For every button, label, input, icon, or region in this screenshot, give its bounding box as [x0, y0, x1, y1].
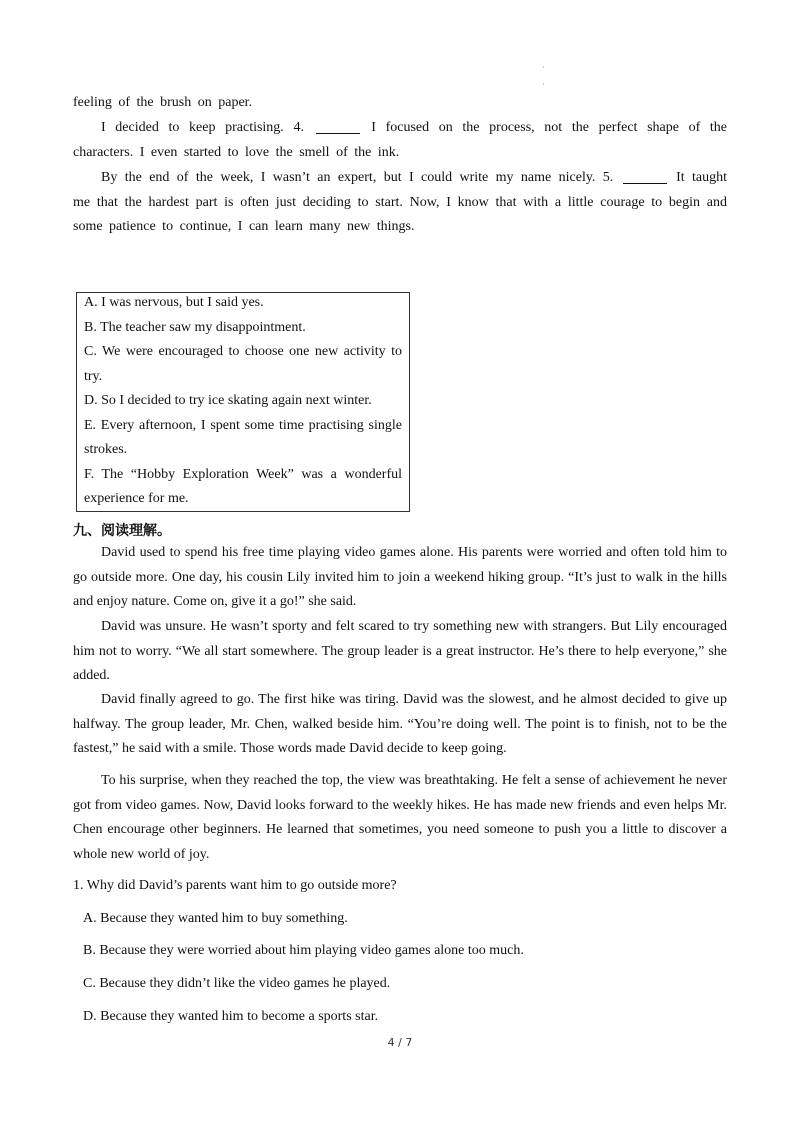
question-1-option-c[interactable]: C. Because they didn’t like the video games he played. — [83, 976, 391, 991]
passage1-p1-before-blank: I decided to keep practising. 4. — [101, 120, 304, 135]
option-c: C. We were encouraged to choose one new activity to try. — [84, 344, 402, 384]
answer-blank-5[interactable] — [623, 169, 667, 184]
page-number: 4 / 7 — [387, 1036, 413, 1049]
passage2-paragraph-2: David was unsure. He wasn’t sporty and felt scared to try something new with strangers. But Lily encouraged him not to worry. “We all start somewhere. The group leader is a great instructor. He’s there to help everyone,” she added. — [73, 619, 727, 683]
passage1-paragraph-4 — [73, 116, 727, 165]
passage1-paragraph-5 — [73, 166, 727, 240]
question-1-option-d[interactable]: D. Because they wanted him to become a sports star. — [83, 1009, 379, 1024]
question-1-option-b[interactable]: B. Because they were worried about him playing video games alone too much. — [83, 943, 524, 958]
passage2-paragraph-4: To his surprise, when they reached the top, the view was breathtaking. He felt a sense of achievement he never got from video games. Now, David looks forward to the weekly hikes. He has made new friends and even helps Mr. Chen encourage other beginners. He learned that sometimes, you need someone to push you a little to discover a whole new world of joy. — [73, 773, 727, 862]
option-d: D. So I decided to try ice skating again next winter. — [84, 393, 372, 408]
passage1-continuation-line: feeling of the brush on paper. — [73, 95, 253, 110]
option-e: E. Every afternoon, I spent some time practising single strokes. — [84, 417, 402, 457]
passage2-paragraph-1: David used to spend his free time playing video games alone. His parents were worried and often told him to go outside more. One day, his cousin Lily invited him to join a weekend hiking group. “It’s just to walk in the hills and enjoy nature. Come on, give it a go!” she said. — [73, 545, 727, 609]
answer-blank-4[interactable] — [316, 119, 360, 134]
section-heading: 九、阅读理解。 — [73, 523, 171, 539]
passage2-paragraph-3: David finally agreed to go. The first hike was tiring. David was the slowest, and he almost decided to give up halfway. The group leader, Mr. Chen, walked beside him. “You’re doing well. The point is to finish, not to be the fastest,” he said with a smile. Those words made David decide to keep going. — [73, 692, 727, 756]
scan-mark-bottom: · — [542, 80, 545, 89]
option-a: A. I was nervous, but I said yes. — [84, 295, 264, 310]
question-1-option-a[interactable]: A. Because they wanted him to buy something. — [83, 911, 348, 926]
option-b: B. The teacher saw my disappointment. — [84, 319, 306, 335]
option-f: F. The “Hobby Exploration Week” was a wonderful experience for me. — [84, 466, 402, 506]
passage1-p2-after-blank: It taught me that the hardest part is often just deciding to start. Now, I know that with a little courage to begin and some patience to continue, I can learn many new things. — [73, 170, 728, 234]
scan-mark-top: · — [542, 63, 545, 72]
question-1-text: 1. Why did David’s parents want him to go outside more? — [73, 878, 397, 893]
passage1-p2-before-blank: By the end of the week, I wasn’t an expert, but I could write my name nicely. 5. — [101, 170, 614, 185]
passage1-p1-after-blank: I focused on the process, not the perfect shape of the characters. I even started to love the smell of the ink. — [73, 120, 728, 160]
options-box — [76, 292, 410, 512]
